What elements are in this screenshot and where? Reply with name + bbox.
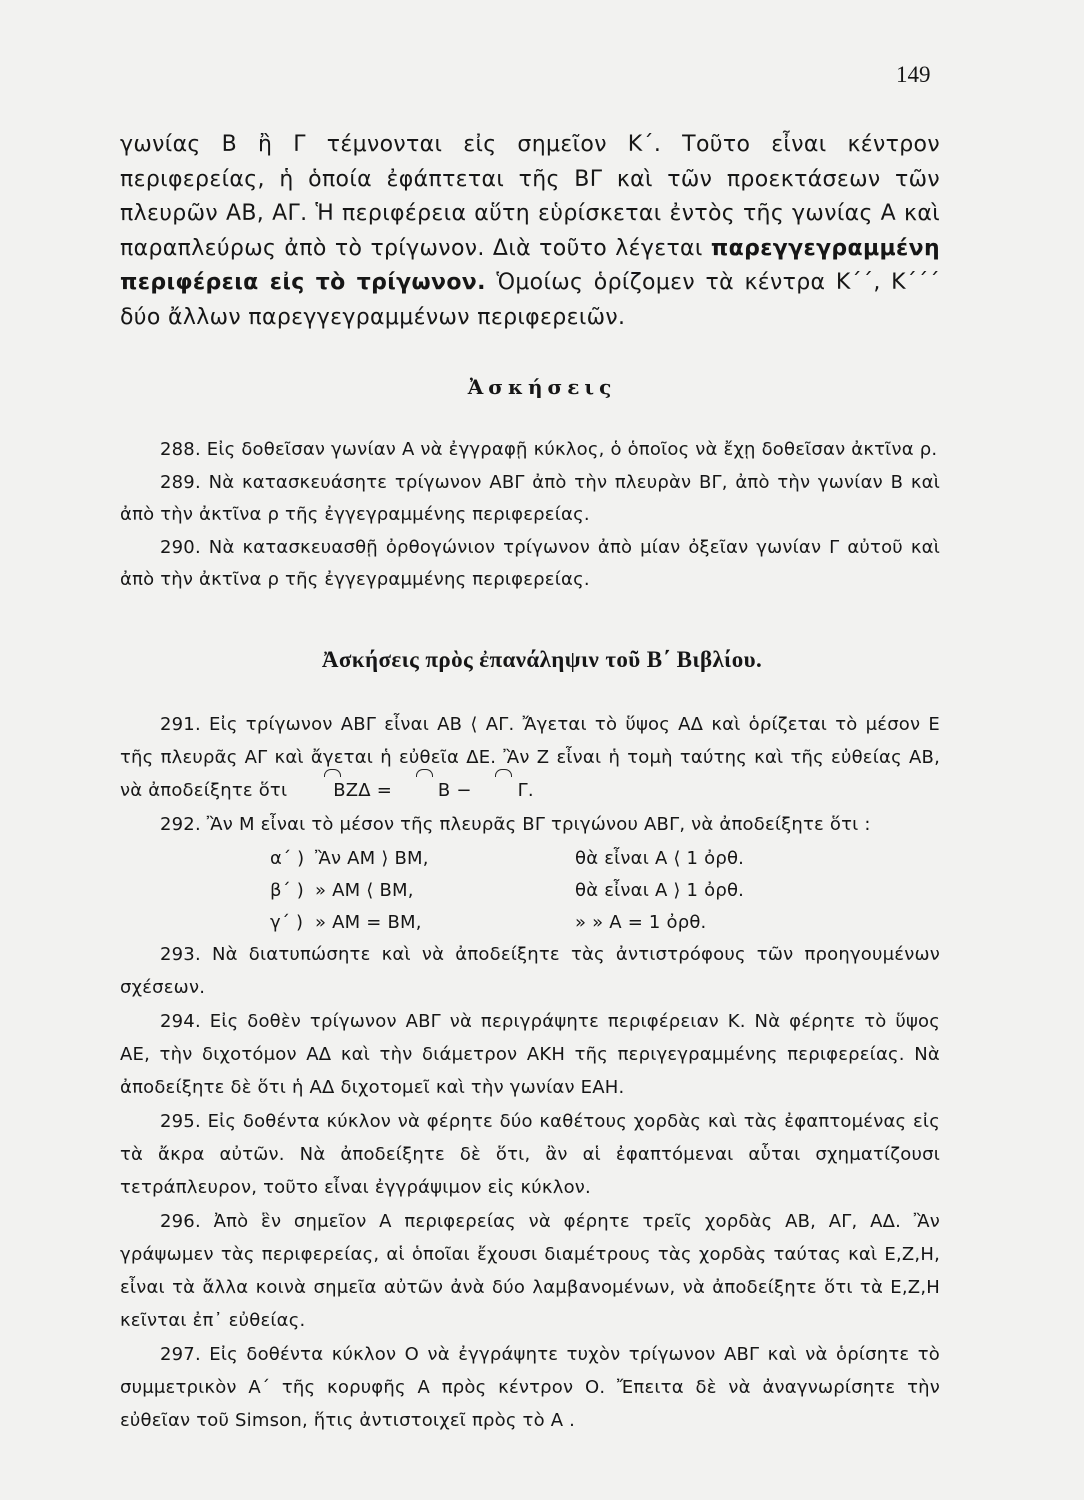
- exercise-290: 290. Νὰ κατασκευασθῇ ὀρθογώνιον τρίγωνον ἀπὸ μίαν ὀξεῖαν γωνίαν Γ αὐτοῦ καὶ ἀπὸ τὴν ἀκτῖνα ρ τῆς ἐγγεγραμμένης περιφερείας.: [120, 537, 940, 590]
- angle-b: Β: [398, 774, 451, 807]
- exercise-291: 291. Εἰς τρίγωνον ΑΒΓ εἶναι ΑΒ ⟨ ΑΓ. Ἄγεται τὸ ὕψος ΑΔ καὶ ὁρίζεται τὸ μέσον Ε τῆς πλευρᾶς ΑΓ καὶ ἄγεται ἡ εὐθεῖα ΔΕ. Ἂν Ζ εἶναι ἡ τομὴ ταύτης καὶ τῆς εὐθείας ΑΒ, νὰ ἀποδείξητε ὅτι ΒΖΔ = Β − Γ.: [120, 708, 940, 807]
- case-row: β΄ ) » ΑΜ ⟨ ΒΜ, θὰ εἶναι Α ⟩ 1 ὀρθ.: [270, 880, 745, 901]
- exercise-block-1: [120, 434, 940, 597]
- section-title-exercises: Ἀσκήσεις: [467, 375, 617, 399]
- exercise-block-2: [120, 708, 940, 1438]
- exercise-289: 289. Νὰ κατασκευάσητε τρίγωνον ΑΒΓ ἀπὸ τὴν πλευρὰν ΒΓ, ἀπὸ τὴν γωνίαν Β καὶ ἀπὸ τὴν ἀκτῖνα ρ τῆς ἐγγεγραμμένης περιφερείας.: [120, 472, 940, 525]
- page-number: 149: [896, 62, 931, 87]
- exercise-292: 292. Ἂν Μ εἶναι τὸ μέσον τῆς πλευρᾶς ΒΓ τριγώνου ΑΒΓ, νὰ ἀποδείξητε ὅτι :: [160, 814, 871, 835]
- exercise-296: 296. Ἀπὸ ἓν σημεῖον Α περιφερείας νὰ φέρητε τρεῖς χορδὰς ΑΒ, ΑΓ, ΑΔ. Ἂν γράψωμεν τὰς περιφερείας, αἱ ὁποῖαι ἔχουσι διαμέτρους τὰς χορδὰς ταύτας καὶ Ε,Ζ,Η, εἶναι τὰ ἄλλα κοινὰ σημεῖα αὐτῶν ἀνὰ δύο λαμβανομένων, νὰ ἀποδείξητε ὅτι τὰ Ε,Ζ,Η κεῖνται ἐπ᾿ εὐθείας.: [120, 1211, 940, 1331]
- exercise-292-cases: [270, 842, 940, 938]
- exercise-293: 293. Νὰ διατυπώσητε καὶ νὰ ἀποδείξητε τὰς ἀντιστρόφους τῶν προηγουμένων σχέσεων.: [120, 944, 940, 998]
- intro-text-b: Ὁμοίως ὁρίζομεν τὰ κέντρα Κ΄΄, Κ΄΄΄ δύο ἄλλων παρεγγεγραμμένων περιφερειῶν.: [120, 270, 940, 330]
- case-row: γ΄ ) » ΑΜ = ΒΜ, » » Α = 1 ὀρθ.: [270, 912, 707, 933]
- intro-bold-term: παρεγγεγραμμένη περιφέρεια εἰς τὸ τρίγωνον.: [120, 235, 940, 296]
- case-row: α΄ ) Ἂν ΑΜ ⟩ ΒΜ, θὰ εἶναι Α ⟨ 1 ὀρθ.: [270, 848, 745, 869]
- intro-paragraph: [120, 128, 940, 336]
- angle-g: Γ: [478, 774, 528, 807]
- exercise-295: 295. Εἰς δοθέντα κύκλον νὰ φέρητε δύο καθέτους χορδὰς καὶ τὰς ἐφαπτομένας εἰς τὰ ἄκρα αὐτῶν. Νὰ ἀποδείξητε δὲ ὅτι, ἂν αἱ ἐφαπτόμεναι αὗται σχηματίζουσι τετράπλευρον, τοῦτο εἶναι ἐγγράψιμον εἰς κύκλον.: [120, 1111, 940, 1198]
- intro-text-a: γωνίας Β ἢ Γ τέμνονται εἰς σημεῖον Κ΄. Τοῦτο εἶναι κέντρον περιφερείας, ἡ ὁποία ἐφάπτεται τῆς ΒΓ καὶ τῶν προεκτάσεων τῶν πλευρῶν ΑΒ, ΑΓ. Ἡ περιφέρεια αὕτη εὑρίσκεται ἐντὸς τῆς γωνίας Α καὶ παραπλεύρως ἀπὸ τὸ τρίγωνον. Διὰ τοῦτο λέγεται: [120, 132, 940, 261]
- exercise-297: 297. Εἰς δοθέντα κύκλον Ο νὰ ἐγγράψητε τυχὸν τρίγωνον ΑΒΓ καὶ νὰ ὁρίσητε τὸ συμμετρικὸν Α΄ τῆς κορυφῆς Α πρὸς κέντρον Ο. Ἔπειτα δὲ νὰ ἀναγνωρίσητε τὴν εὐθεῖαν τοῦ Simson, ἥτις ἀντιστοιχεῖ πρὸς τὸ Α .: [120, 1344, 940, 1431]
- angle-bzd: ΒΖΔ: [293, 774, 371, 807]
- exercise-294: 294. Εἰς δοθὲν τρίγωνον ΑΒΓ νὰ περιγράψητε περιφέρειαν Κ. Νὰ φέρητε τὸ ὕψος ΑΕ, τὴν διχοτόμον ΑΔ καὶ τὴν διάμετρον ΑΚΗ τῆς περιγεγραμμένης περιφερείας. Νὰ ἀποδείξητε δὲ ὅτι ἡ ΑΔ διχοτομεῖ καὶ τὴν γωνίαν ΕΑΗ.: [120, 1011, 940, 1098]
- section-title-review: Ἀσκήσεις πρὸς ἐπανάληψιν τοῦ Β΄ Βιβλίου.: [321, 647, 763, 672]
- exercise-288: 288. Εἰς δοθεῖσαν γωνίαν Α νὰ ἐγγραφῇ κύκλος, ὁ ὁποῖος νὰ ἔχῃ δοθεῖσαν ἀκτῖνα ρ.: [160, 439, 938, 460]
